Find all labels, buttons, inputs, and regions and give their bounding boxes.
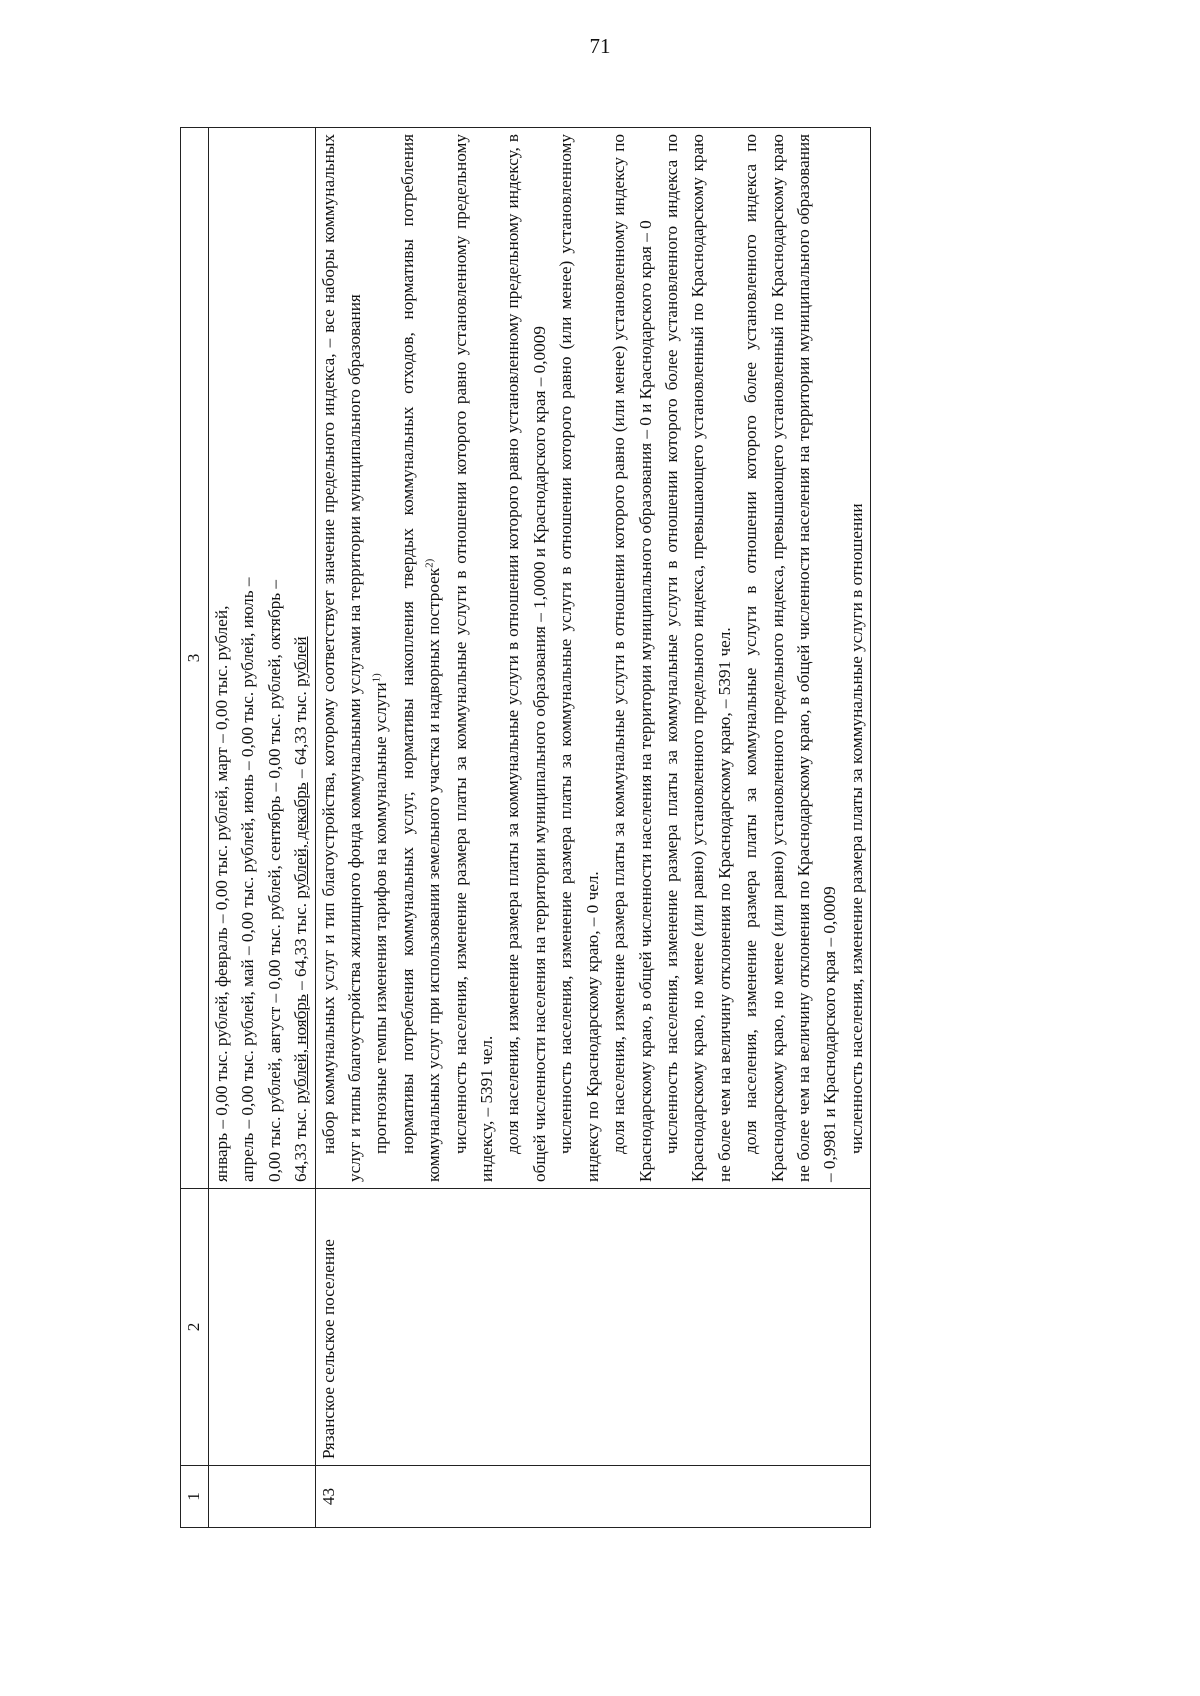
page-number: 71 xyxy=(589,34,611,58)
text-fragment: прогнозные темпы изменения тарифов на коммунальные услуги xyxy=(371,682,391,1154)
underlined-fragment: рублей, ноябрь xyxy=(291,994,311,1104)
paragraph-population-less: численность населения, изменение размера платы за коммунальные услуги в отношении которого равно (или менее) установленному индексу по Краснодарскому краю, – 0 чел. xyxy=(556,134,602,1182)
monthly-payment-line-2: апрель – 0,00 тыс. рублей, май – 0,00 тыс. рублей, июнь – 0,00 тыс. рублей, июль – xyxy=(238,577,258,1182)
row-number-empty xyxy=(209,1466,316,1528)
footnote-ref-2: 2) xyxy=(423,558,436,568)
municipality-empty xyxy=(209,1189,316,1466)
paragraph-population-between: численность населения, изменение размера платы за коммунальные услуги в отношении которого более установленного индекса по Краснодарскому краю, но менее (или равно) установленного предельного индекса, превышающего установленный по Краснодарскому краю не более чем на величину отклонения по Краснодарскому краю, – 5391 чел. xyxy=(661,134,734,1182)
paragraph-share-between: доля населения, изменение размера платы за коммунальные услуги в отношении которого более установленного индекса по Краснодарскому краю, но менее (или равно) установленного предельного индекса, превышающего установленный по Краснодарскому краю не более чем на величину отклонения по Краснодарскому краю, в общей численности населения на территории муниципального образования – 0,9981 и Краснодарского края – 0,0009 xyxy=(741,134,840,1182)
table-header-row xyxy=(181,128,209,1528)
paragraph-share-less: доля населения, изменение размера платы за коммунальные услуги в отношении которого равно (или менее) установленному индексу по Краснодарскому краю, в общей численности населения на территории муниципального образования – 0 и Краснодарского края – 0 xyxy=(609,134,655,1182)
paragraph-share-equal: доля населения, изменение размера платы за коммунальные услуги в отношении которого равно установленному предельному индексу, в общей численности населения на территории муниципального образования – 1,0000 и Краснодарского края – 0,0009 xyxy=(503,134,549,1182)
underlined-fragment: рублей xyxy=(291,636,311,687)
text-fragment: 64,33 тыс. xyxy=(291,1103,311,1182)
row-43-description xyxy=(315,128,871,1189)
rotated-page-content xyxy=(180,128,1100,1528)
paragraph-utility-set: набор коммунальных услуг и тип благоустройства, которому соответствует значение предельного индекса, – все наборы коммунальных услуг и типы благоустройства жилищного фонда коммунальными услугами на территории муниципального образования xyxy=(318,134,365,1182)
tariff-table xyxy=(180,127,871,1528)
monthly-payment-line-1: январь – 0,00 тыс. рублей, февраль – 0,00 тыс. рублей, март – 0,00 тыс. рублей, xyxy=(212,605,231,1182)
text-fragment: – 64,33 тыс. xyxy=(291,898,311,995)
table-row-43 xyxy=(315,128,871,1528)
paragraph-norms xyxy=(395,134,448,1182)
paragraph-tariff-rates xyxy=(368,134,394,1182)
header-col-2: 2 xyxy=(181,1189,209,1466)
monthly-payment-line-3: 0,00 тыс. рублей, август – 0,00 тыс. рублей, сентябрь – 0,00 тыс. рублей, октябрь – xyxy=(264,579,284,1182)
monthly-payment-line-4 xyxy=(288,134,314,1182)
footnote-ref-1: 1) xyxy=(370,673,383,683)
underlined-fragment: рублей, декабрь xyxy=(291,782,311,899)
paragraph-population-equal: численность населения, изменение размера платы за коммунальные услуги в отношении которого равно установленному предельному индексу, – 5391 чел. xyxy=(450,134,497,1182)
municipality-name: Рязанское сельское поселение xyxy=(315,1189,871,1466)
monthly-payment-cell xyxy=(209,128,316,1189)
text-fragment: – 64,33 тыс. xyxy=(291,686,311,783)
table-row-continuation xyxy=(209,128,316,1528)
text-fragment: нормативы потребления коммунальных услуг, нормативы накопления твердых коммунальных отходов, нормативы потребления коммунальных услуг при использовании земельного участка и надворных построек xyxy=(397,134,444,1182)
row-number: 43 xyxy=(315,1466,871,1528)
header-col-3: 3 xyxy=(181,128,209,1189)
header-col-1: 1 xyxy=(181,1466,209,1528)
paragraph-population-above: численность населения, изменение размера платы за коммунальные услуги в отношении xyxy=(846,503,866,1154)
